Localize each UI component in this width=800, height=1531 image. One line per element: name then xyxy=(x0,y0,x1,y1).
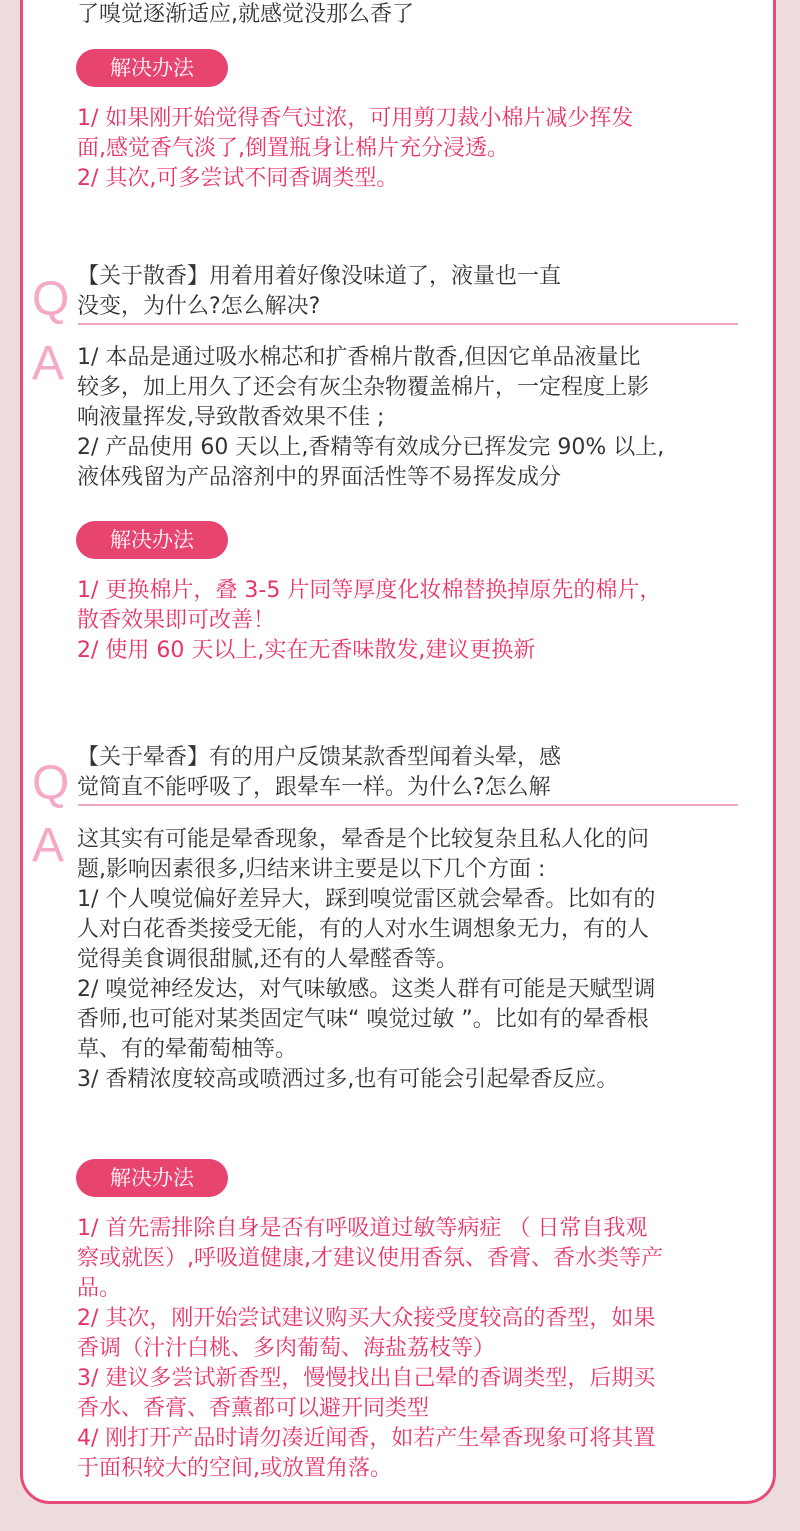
text-line: 【关于晕香】有的用户反馈某款香型闻着头晕，感 xyxy=(77,745,562,770)
text-line: 觉得美食调很甜腻,还有的人晕醛香等。 xyxy=(77,947,458,972)
text-line: 察或就医）,呼吸道健康,才建议使用香氛、香膏、香水类等产 xyxy=(77,1246,663,1271)
question-text xyxy=(77,262,727,322)
answer-mark-letter: A xyxy=(32,337,65,390)
text-line: 3/ 建议多尝试新香型，慢慢找出自己晕的香调类型，后期买 xyxy=(77,1366,656,1391)
divider xyxy=(78,323,738,325)
solution-badge: 解决办法 xyxy=(76,49,228,87)
question-mark-letter: Q xyxy=(32,273,70,326)
question-text xyxy=(77,743,727,803)
text-line: 2/ 其次,可多尝试不同香调类型。 xyxy=(77,166,399,191)
solution-text xyxy=(77,104,727,194)
solution-badge: 解决办法 xyxy=(76,521,228,559)
text-line: 1/ 本品是通过吸水棉芯和扩香棉片散香,但因它单品液量比 xyxy=(77,345,641,370)
question-mark-letter: Q xyxy=(32,757,70,810)
text-line: 1/ 如果刚开始觉得香气过浓，可用剪刀裁小棉片减少挥发 xyxy=(77,106,634,131)
intro-text xyxy=(77,0,727,30)
text-line: 1/ 个人嗅觉偏好差异大，踩到嗅觉雷区就会晕香。比如有的 xyxy=(77,887,656,912)
text-line: 题,影响因素很多,归结来讲主要是以下几个方面 : xyxy=(77,857,546,882)
text-line: 较多，加上用久了还会有灰尘杂物覆盖棉片，一定程度上影 xyxy=(77,375,650,400)
text-line: 3/ 香精浓度较高或喷洒过多,也有可能会引起晕香反应。 xyxy=(77,1067,619,1092)
text-line: 1/ 更换棉片，叠 3-5 片同等厚度化妆棉替换掉原先的棉片， xyxy=(77,578,662,603)
text-line: 没变，为什么?怎么解决? xyxy=(77,294,321,319)
divider xyxy=(78,804,738,806)
text-line: 2/ 其次，刚开始尝试建议购买大众接受度较高的香型，如果 xyxy=(77,1306,656,1331)
text-line: 香调（汁汁白桃、多肉葡萄、海盐荔枝等） xyxy=(77,1336,496,1361)
text-line: 这其实有可能是晕香现象，晕香是个比较复杂且私人化的问 xyxy=(77,827,650,852)
text-line: 了嗅觉逐渐适应,就感觉没那么香了 xyxy=(77,2,414,27)
text-line: 于面积较大的空间,或放置角落。 xyxy=(77,1456,392,1481)
answer-text xyxy=(77,825,727,1095)
text-line: 人对白花香类接受无能，有的人对水生调想象无力，有的人 xyxy=(77,917,650,942)
text-line: 1/ 首先需排除自身是否有呼吸道过敏等病症 （ 日常自我观 xyxy=(77,1216,648,1241)
text-line: 响液量挥发,导致散香效果不佳 ; xyxy=(77,405,385,430)
text-line: 面,感觉香气淡了,倒置瓶身让棉片充分浸透。 xyxy=(77,136,509,161)
text-line: 【关于散香】用着用着好像没味道了，液量也一直 xyxy=(77,264,562,289)
text-line: 品。 xyxy=(77,1276,122,1301)
text-line: 觉简直不能呼吸了，跟晕车一样。为什么?怎么解 xyxy=(77,775,551,800)
text-line: 2/ 嗅觉神经发达，对气味敏感。这类人群有可能是天赋型调 xyxy=(77,977,656,1002)
text-line: 散香效果即可改善！ xyxy=(77,608,276,633)
text-line: 2/ 使用 60 天以上,实在无香味散发,建议更换新 xyxy=(77,638,536,663)
solution-text xyxy=(77,576,727,666)
text-line: 4/ 刚打开产品时请勿凑近闻香，如若产生晕香现象可将其置 xyxy=(77,1426,656,1451)
text-line: 香水、香膏、香薰都可以避开同类型 xyxy=(77,1396,430,1421)
answer-mark-letter: A xyxy=(32,819,65,872)
solution-badge: 解决办法 xyxy=(76,1159,228,1197)
text-line: 草、有的晕葡萄柚等。 xyxy=(77,1037,298,1062)
solution-text xyxy=(77,1214,727,1484)
answer-text xyxy=(77,343,727,493)
text-line: 香师,也可能对某类固定气味“ 嗅觉过敏 ”。比如有的晕香根 xyxy=(77,1007,649,1032)
text-line: 2/ 产品使用 60 天以上,香精等有效成分已挥发完 90% 以上, xyxy=(77,435,665,460)
text-line: 液体残留为产品溶剂中的界面活性等不易挥发成分 xyxy=(77,465,562,490)
